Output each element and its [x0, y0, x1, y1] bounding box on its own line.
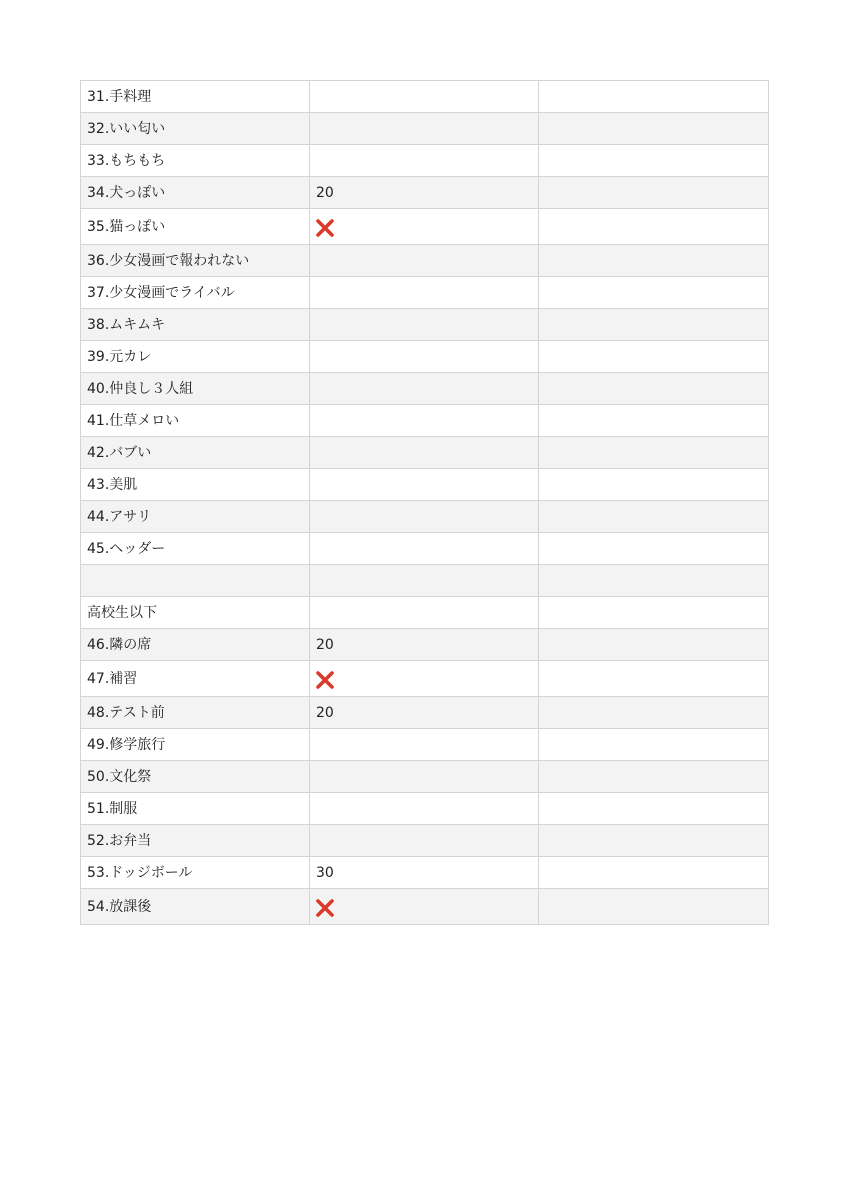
score-cell — [310, 145, 539, 177]
item-label-cell: 45.ヘッダー — [81, 533, 310, 565]
score-cell — [310, 889, 539, 925]
score-cell — [310, 309, 539, 341]
table-row — [81, 81, 769, 113]
score-table-body — [81, 81, 769, 925]
table-row — [81, 437, 769, 469]
score-cell — [310, 793, 539, 825]
table-row — [81, 857, 769, 889]
table-row — [81, 761, 769, 793]
score-cell — [310, 761, 539, 793]
note-cell — [539, 309, 769, 341]
note-cell — [539, 661, 769, 697]
score-cell — [310, 209, 539, 245]
note-cell — [539, 793, 769, 825]
item-label-cell: 42.バブい — [81, 437, 310, 469]
table-row — [81, 729, 769, 761]
item-label-cell: 高校生以下 — [81, 597, 310, 629]
table-row — [81, 373, 769, 405]
item-label-cell: 34.犬っぽい — [81, 177, 310, 209]
table-row — [81, 405, 769, 437]
score-cell — [310, 729, 539, 761]
table-row — [81, 177, 769, 209]
item-label-cell: 52.お弁当 — [81, 825, 310, 857]
table-row — [81, 661, 769, 697]
note-cell — [539, 629, 769, 661]
score-cell — [310, 277, 539, 309]
score-cell: 20 — [310, 697, 539, 729]
note-cell — [539, 177, 769, 209]
note-cell — [539, 857, 769, 889]
note-cell — [539, 277, 769, 309]
table-row — [81, 245, 769, 277]
item-label-cell: 50.文化祭 — [81, 761, 310, 793]
table-row — [81, 697, 769, 729]
score-cell — [310, 405, 539, 437]
note-cell — [539, 533, 769, 565]
item-label-cell: 48.テスト前 — [81, 697, 310, 729]
item-label-cell: 38.ムキムキ — [81, 309, 310, 341]
item-label-cell: 35.猫っぽい — [81, 209, 310, 245]
table-row — [81, 209, 769, 245]
score-cell: 20 — [310, 629, 539, 661]
table-row — [81, 565, 769, 597]
table-row — [81, 341, 769, 373]
table-row — [81, 825, 769, 857]
score-cell — [310, 245, 539, 277]
score-table — [80, 80, 769, 925]
item-label-cell: 54.放課後 — [81, 889, 310, 925]
note-cell — [539, 501, 769, 533]
item-label-cell: 53.ドッジボール — [81, 857, 310, 889]
item-label-cell: 47.補習 — [81, 661, 310, 697]
item-label-cell — [81, 565, 310, 597]
table-row — [81, 793, 769, 825]
item-label-cell: 43.美肌 — [81, 469, 310, 501]
note-cell — [539, 373, 769, 405]
table-row — [81, 309, 769, 341]
table-row — [81, 469, 769, 501]
note-cell — [539, 469, 769, 501]
item-label-cell: 40.仲良し３人組 — [81, 373, 310, 405]
table-row — [81, 629, 769, 661]
item-label-cell: 37.少女漫画でライバル — [81, 277, 310, 309]
score-cell — [310, 501, 539, 533]
note-cell — [539, 761, 769, 793]
cross-icon — [316, 899, 334, 917]
score-cell — [310, 661, 539, 697]
item-label-cell: 44.アサリ — [81, 501, 310, 533]
table-row — [81, 501, 769, 533]
table-row — [81, 889, 769, 925]
note-cell — [539, 825, 769, 857]
note-cell — [539, 145, 769, 177]
score-cell — [310, 597, 539, 629]
note-cell — [539, 889, 769, 925]
note-cell — [539, 245, 769, 277]
score-cell: 30 — [310, 857, 539, 889]
note-cell — [539, 113, 769, 145]
score-cell — [310, 533, 539, 565]
item-label-cell: 41.仕草メロい — [81, 405, 310, 437]
note-cell — [539, 697, 769, 729]
score-cell — [310, 469, 539, 501]
score-cell: 20 — [310, 177, 539, 209]
note-cell — [539, 437, 769, 469]
note-cell — [539, 81, 769, 113]
note-cell — [539, 729, 769, 761]
score-cell — [310, 341, 539, 373]
table-row — [81, 597, 769, 629]
score-cell — [310, 113, 539, 145]
table-row — [81, 277, 769, 309]
note-cell — [539, 405, 769, 437]
cross-icon — [316, 671, 334, 689]
item-label-cell: 33.もちもち — [81, 145, 310, 177]
item-label-cell: 39.元カレ — [81, 341, 310, 373]
item-label-cell: 51.制服 — [81, 793, 310, 825]
table-row — [81, 113, 769, 145]
score-cell — [310, 437, 539, 469]
table-row — [81, 533, 769, 565]
score-cell — [310, 81, 539, 113]
note-cell — [539, 565, 769, 597]
table-row — [81, 145, 769, 177]
note-cell — [539, 341, 769, 373]
score-cell — [310, 373, 539, 405]
score-cell — [310, 825, 539, 857]
item-label-cell: 36.少女漫画で報われない — [81, 245, 310, 277]
score-cell — [310, 565, 539, 597]
cross-icon — [316, 219, 334, 237]
item-label-cell: 49.修学旅行 — [81, 729, 310, 761]
note-cell — [539, 597, 769, 629]
item-label-cell: 31.手料理 — [81, 81, 310, 113]
note-cell — [539, 209, 769, 245]
item-label-cell: 32.いい匂い — [81, 113, 310, 145]
item-label-cell: 46.隣の席 — [81, 629, 310, 661]
